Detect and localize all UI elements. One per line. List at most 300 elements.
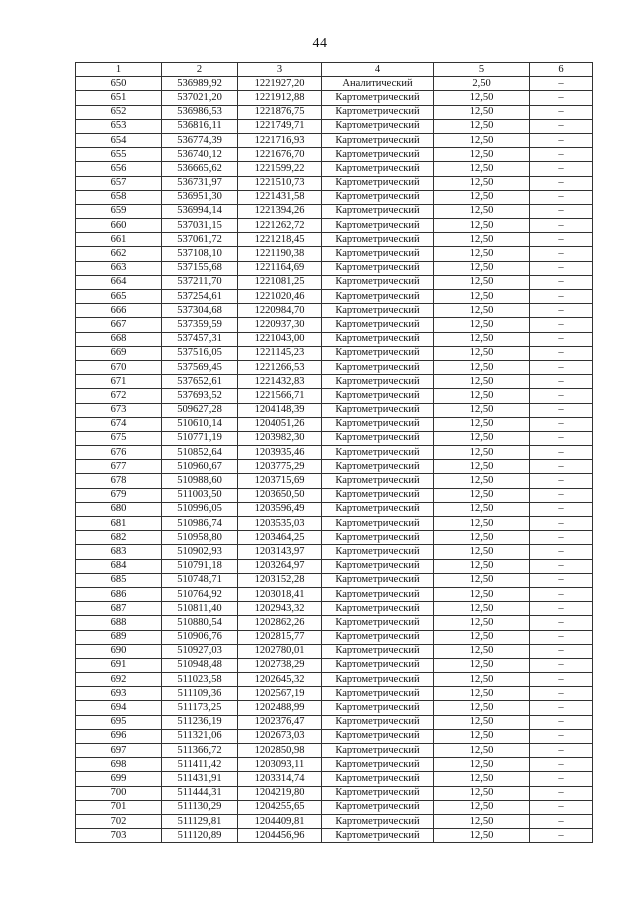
- table-row: [76, 502, 593, 516]
- point-number-cell: 703: [76, 829, 162, 843]
- x-coordinate-cell: 537652,61: [162, 375, 238, 389]
- y-coordinate-cell: 1221566,71: [238, 389, 322, 403]
- note-cell: –: [530, 545, 593, 559]
- x-coordinate-cell: 537031,15: [162, 219, 238, 233]
- note-cell: –: [530, 91, 593, 105]
- y-coordinate-cell: 1202943,32: [238, 602, 322, 616]
- table-row: [76, 616, 593, 630]
- table-row: [76, 204, 593, 218]
- note-cell: –: [530, 729, 593, 743]
- x-coordinate-cell: 510958,80: [162, 531, 238, 545]
- accuracy-cell: 12,50: [434, 233, 530, 247]
- x-coordinate-cell: 537457,31: [162, 332, 238, 346]
- table-row: [76, 517, 593, 531]
- y-coordinate-cell: 1202673,03: [238, 729, 322, 743]
- table-row: [76, 275, 593, 289]
- x-coordinate-cell: 536731,97: [162, 176, 238, 190]
- y-coordinate-cell: 1221716,93: [238, 133, 322, 147]
- note-cell: –: [530, 701, 593, 715]
- point-number-cell: 701: [76, 800, 162, 814]
- x-coordinate-cell: 511236,19: [162, 715, 238, 729]
- method-cell: Картометрический: [322, 729, 434, 743]
- method-cell: Картометрический: [322, 176, 434, 190]
- method-cell: Картометрический: [322, 800, 434, 814]
- note-cell: –: [530, 204, 593, 218]
- method-cell: Картометрический: [322, 673, 434, 687]
- x-coordinate-cell: 511023,58: [162, 673, 238, 687]
- table-row: [76, 247, 593, 261]
- method-cell: Картометрический: [322, 133, 434, 147]
- point-number-cell: 657: [76, 176, 162, 190]
- point-number-cell: 693: [76, 687, 162, 701]
- table-row: [76, 658, 593, 672]
- method-cell: Картометрический: [322, 658, 434, 672]
- note-cell: –: [530, 446, 593, 460]
- table-row: [76, 460, 593, 474]
- accuracy-cell: 12,50: [434, 687, 530, 701]
- accuracy-cell: 12,50: [434, 176, 530, 190]
- method-cell: Картометрический: [322, 502, 434, 516]
- table-row: [76, 304, 593, 318]
- accuracy-cell: 2,50: [434, 77, 530, 91]
- table-row: [76, 531, 593, 545]
- x-coordinate-cell: 511120,89: [162, 829, 238, 843]
- note-cell: –: [530, 673, 593, 687]
- table-row: [76, 431, 593, 445]
- accuracy-cell: 12,50: [434, 673, 530, 687]
- note-cell: –: [530, 275, 593, 289]
- y-coordinate-cell: 1221749,71: [238, 119, 322, 133]
- x-coordinate-cell: 511321,06: [162, 729, 238, 743]
- y-coordinate-cell: 1221912,88: [238, 91, 322, 105]
- table-row: [76, 318, 593, 332]
- point-number-cell: 684: [76, 559, 162, 573]
- point-number-cell: 702: [76, 814, 162, 828]
- method-cell: Картометрический: [322, 318, 434, 332]
- table-row: [76, 105, 593, 119]
- table-row: [76, 77, 593, 91]
- y-coordinate-cell: 1202862,26: [238, 616, 322, 630]
- x-coordinate-cell: 510902,93: [162, 545, 238, 559]
- table-row: [76, 772, 593, 786]
- method-cell: Картометрический: [322, 687, 434, 701]
- note-cell: –: [530, 559, 593, 573]
- header-row: [76, 63, 593, 77]
- x-coordinate-cell: 511444,31: [162, 786, 238, 800]
- y-coordinate-cell: 1203650,50: [238, 488, 322, 502]
- x-coordinate-cell: 511411,42: [162, 758, 238, 772]
- note-cell: –: [530, 332, 593, 346]
- coordinates-table: [75, 62, 593, 843]
- note-cell: –: [530, 758, 593, 772]
- table-row: [76, 758, 593, 772]
- note-cell: –: [530, 502, 593, 516]
- column-header-5: 5: [434, 63, 530, 77]
- method-cell: Картометрический: [322, 91, 434, 105]
- point-number-cell: 685: [76, 573, 162, 587]
- note-cell: –: [530, 658, 593, 672]
- note-cell: –: [530, 829, 593, 843]
- x-coordinate-cell: 537211,70: [162, 275, 238, 289]
- note-cell: –: [530, 247, 593, 261]
- note-cell: –: [530, 77, 593, 91]
- x-coordinate-cell: 537254,61: [162, 290, 238, 304]
- method-cell: Картометрический: [322, 417, 434, 431]
- accuracy-cell: 12,50: [434, 701, 530, 715]
- accuracy-cell: 12,50: [434, 219, 530, 233]
- accuracy-cell: 12,50: [434, 247, 530, 261]
- method-cell: Картометрический: [322, 829, 434, 843]
- point-number-cell: 696: [76, 729, 162, 743]
- point-number-cell: 676: [76, 446, 162, 460]
- point-number-cell: 675: [76, 431, 162, 445]
- note-cell: –: [530, 587, 593, 601]
- table-row: [76, 332, 593, 346]
- x-coordinate-cell: 536994,14: [162, 204, 238, 218]
- accuracy-cell: 12,50: [434, 772, 530, 786]
- y-coordinate-cell: 1221262,72: [238, 219, 322, 233]
- x-coordinate-cell: 536740,12: [162, 148, 238, 162]
- table-row: [76, 587, 593, 601]
- table-row: [76, 346, 593, 360]
- accuracy-cell: 12,50: [434, 332, 530, 346]
- accuracy-cell: 12,50: [434, 573, 530, 587]
- method-cell: Картометрический: [322, 488, 434, 502]
- x-coordinate-cell: 536816,11: [162, 119, 238, 133]
- y-coordinate-cell: 1221876,75: [238, 105, 322, 119]
- x-coordinate-cell: 510764,92: [162, 587, 238, 601]
- method-cell: Картометрический: [322, 517, 434, 531]
- method-cell: Картометрический: [322, 644, 434, 658]
- point-number-cell: 689: [76, 630, 162, 644]
- x-coordinate-cell: 509627,28: [162, 403, 238, 417]
- table-row: [76, 673, 593, 687]
- point-number-cell: 661: [76, 233, 162, 247]
- x-coordinate-cell: 537359,59: [162, 318, 238, 332]
- table-row: [76, 488, 593, 502]
- note-cell: –: [530, 105, 593, 119]
- method-cell: Картометрический: [322, 460, 434, 474]
- accuracy-cell: 12,50: [434, 786, 530, 800]
- method-cell: Картометрический: [322, 105, 434, 119]
- point-number-cell: 699: [76, 772, 162, 786]
- accuracy-cell: 12,50: [434, 431, 530, 445]
- method-cell: Картометрический: [322, 204, 434, 218]
- method-cell: Картометрический: [322, 559, 434, 573]
- y-coordinate-cell: 1221164,69: [238, 261, 322, 275]
- table-row: [76, 602, 593, 616]
- method-cell: Картометрический: [322, 360, 434, 374]
- method-cell: Картометрический: [322, 275, 434, 289]
- note-cell: –: [530, 616, 593, 630]
- note-cell: –: [530, 744, 593, 758]
- accuracy-cell: 12,50: [434, 559, 530, 573]
- point-number-cell: 658: [76, 190, 162, 204]
- accuracy-cell: 12,50: [434, 119, 530, 133]
- y-coordinate-cell: 1221927,20: [238, 77, 322, 91]
- y-coordinate-cell: 1221431,58: [238, 190, 322, 204]
- y-coordinate-cell: 1203018,41: [238, 587, 322, 601]
- note-cell: –: [530, 346, 593, 360]
- point-number-cell: 659: [76, 204, 162, 218]
- x-coordinate-cell: 537021,20: [162, 91, 238, 105]
- y-coordinate-cell: 1202780,01: [238, 644, 322, 658]
- note-cell: –: [530, 375, 593, 389]
- table-row: [76, 133, 593, 147]
- point-number-cell: 654: [76, 133, 162, 147]
- accuracy-cell: 12,50: [434, 545, 530, 559]
- x-coordinate-cell: 511431,91: [162, 772, 238, 786]
- accuracy-cell: 12,50: [434, 587, 530, 601]
- method-cell: Картометрический: [322, 630, 434, 644]
- note-cell: –: [530, 119, 593, 133]
- note-cell: –: [530, 517, 593, 531]
- accuracy-cell: 12,50: [434, 190, 530, 204]
- table-row: [76, 630, 593, 644]
- column-header-6: 6: [530, 63, 593, 77]
- point-number-cell: 697: [76, 744, 162, 758]
- point-number-cell: 656: [76, 162, 162, 176]
- table-row: [76, 261, 593, 275]
- y-coordinate-cell: 1221190,38: [238, 247, 322, 261]
- method-cell: Картометрический: [322, 375, 434, 389]
- note-cell: –: [530, 630, 593, 644]
- note-cell: –: [530, 431, 593, 445]
- y-coordinate-cell: 1203093,11: [238, 758, 322, 772]
- point-number-cell: 698: [76, 758, 162, 772]
- accuracy-cell: 12,50: [434, 531, 530, 545]
- x-coordinate-cell: 511173,25: [162, 701, 238, 715]
- accuracy-cell: 12,50: [434, 758, 530, 772]
- x-coordinate-cell: 511129,81: [162, 814, 238, 828]
- x-coordinate-cell: 510880,54: [162, 616, 238, 630]
- method-cell: Картометрический: [322, 290, 434, 304]
- y-coordinate-cell: 1221266,53: [238, 360, 322, 374]
- x-coordinate-cell: 537155,68: [162, 261, 238, 275]
- note-cell: –: [530, 318, 593, 332]
- x-coordinate-cell: 511130,29: [162, 800, 238, 814]
- y-coordinate-cell: 1203143,97: [238, 545, 322, 559]
- y-coordinate-cell: 1202850,98: [238, 744, 322, 758]
- y-coordinate-cell: 1202567,19: [238, 687, 322, 701]
- table-row: [76, 829, 593, 843]
- x-coordinate-cell: 510852,64: [162, 446, 238, 460]
- accuracy-cell: 12,50: [434, 829, 530, 843]
- y-coordinate-cell: 1220937,30: [238, 318, 322, 332]
- y-coordinate-cell: 1203982,30: [238, 431, 322, 445]
- point-number-cell: 667: [76, 318, 162, 332]
- method-cell: Картометрический: [322, 219, 434, 233]
- point-number-cell: 671: [76, 375, 162, 389]
- note-cell: –: [530, 644, 593, 658]
- table-row: [76, 687, 593, 701]
- x-coordinate-cell: 510791,18: [162, 559, 238, 573]
- table-row: [76, 375, 593, 389]
- accuracy-cell: 12,50: [434, 517, 530, 531]
- method-cell: Картометрический: [322, 332, 434, 346]
- accuracy-cell: 12,50: [434, 162, 530, 176]
- point-number-cell: 663: [76, 261, 162, 275]
- point-number-cell: 700: [76, 786, 162, 800]
- y-coordinate-cell: 1221145,23: [238, 346, 322, 360]
- y-coordinate-cell: 1221020,46: [238, 290, 322, 304]
- y-coordinate-cell: 1203152,28: [238, 573, 322, 587]
- y-coordinate-cell: 1203264,97: [238, 559, 322, 573]
- table-row: [76, 91, 593, 105]
- y-coordinate-cell: 1203775,29: [238, 460, 322, 474]
- y-coordinate-cell: 1221081,25: [238, 275, 322, 289]
- x-coordinate-cell: 510986,74: [162, 517, 238, 531]
- x-coordinate-cell: 537569,45: [162, 360, 238, 374]
- point-number-cell: 677: [76, 460, 162, 474]
- table-row: [76, 176, 593, 190]
- method-cell: Картометрический: [322, 431, 434, 445]
- method-cell: Картометрический: [322, 772, 434, 786]
- table-row: [76, 814, 593, 828]
- accuracy-cell: 12,50: [434, 105, 530, 119]
- method-cell: Картометрический: [322, 814, 434, 828]
- point-number-cell: 690: [76, 644, 162, 658]
- x-coordinate-cell: 536989,92: [162, 77, 238, 91]
- table-row: [76, 474, 593, 488]
- x-coordinate-cell: 510960,67: [162, 460, 238, 474]
- accuracy-cell: 12,50: [434, 744, 530, 758]
- x-coordinate-cell: 536951,30: [162, 190, 238, 204]
- method-cell: Картометрический: [322, 446, 434, 460]
- note-cell: –: [530, 261, 593, 275]
- x-coordinate-cell: 510906,76: [162, 630, 238, 644]
- accuracy-cell: 12,50: [434, 389, 530, 403]
- point-number-cell: 679: [76, 488, 162, 502]
- y-coordinate-cell: 1203535,03: [238, 517, 322, 531]
- method-cell: Картометрический: [322, 573, 434, 587]
- accuracy-cell: 12,50: [434, 715, 530, 729]
- note-cell: –: [530, 531, 593, 545]
- x-coordinate-cell: 511003,50: [162, 488, 238, 502]
- method-cell: Картометрический: [322, 162, 434, 176]
- method-cell: Картометрический: [322, 389, 434, 403]
- y-coordinate-cell: 1203314,74: [238, 772, 322, 786]
- point-number-cell: 695: [76, 715, 162, 729]
- point-number-cell: 686: [76, 587, 162, 601]
- table-row: [76, 644, 593, 658]
- method-cell: Картометрический: [322, 247, 434, 261]
- note-cell: –: [530, 290, 593, 304]
- point-number-cell: 650: [76, 77, 162, 91]
- table-row: [76, 744, 593, 758]
- accuracy-cell: 12,50: [434, 304, 530, 318]
- note-cell: –: [530, 162, 593, 176]
- note-cell: –: [530, 786, 593, 800]
- table-row: [76, 715, 593, 729]
- point-number-cell: 678: [76, 474, 162, 488]
- point-number-cell: 653: [76, 119, 162, 133]
- accuracy-cell: 12,50: [434, 446, 530, 460]
- y-coordinate-cell: 1203935,46: [238, 446, 322, 460]
- note-cell: –: [530, 488, 593, 502]
- point-number-cell: 694: [76, 701, 162, 715]
- y-coordinate-cell: 1202738,29: [238, 658, 322, 672]
- accuracy-cell: 12,50: [434, 474, 530, 488]
- method-cell: Картометрический: [322, 587, 434, 601]
- point-number-cell: 668: [76, 332, 162, 346]
- method-cell: Картометрический: [322, 715, 434, 729]
- accuracy-cell: 12,50: [434, 460, 530, 474]
- note-cell: –: [530, 219, 593, 233]
- column-header-2: 2: [162, 63, 238, 77]
- method-cell: Картометрический: [322, 119, 434, 133]
- method-cell: Картометрический: [322, 261, 434, 275]
- accuracy-cell: 12,50: [434, 360, 530, 374]
- y-coordinate-cell: 1220984,70: [238, 304, 322, 318]
- accuracy-cell: 12,50: [434, 204, 530, 218]
- y-coordinate-cell: 1203715,69: [238, 474, 322, 488]
- table-header: [76, 63, 593, 77]
- accuracy-cell: 12,50: [434, 814, 530, 828]
- y-coordinate-cell: 1204051,26: [238, 417, 322, 431]
- method-cell: Картометрический: [322, 616, 434, 630]
- point-number-cell: 655: [76, 148, 162, 162]
- accuracy-cell: 12,50: [434, 275, 530, 289]
- note-cell: –: [530, 304, 593, 318]
- page-number: 44: [312, 36, 328, 51]
- accuracy-cell: 12,50: [434, 290, 530, 304]
- table-row: [76, 403, 593, 417]
- note-cell: –: [530, 474, 593, 488]
- accuracy-cell: 12,50: [434, 148, 530, 162]
- y-coordinate-cell: 1221394,26: [238, 204, 322, 218]
- x-coordinate-cell: 510610,14: [162, 417, 238, 431]
- accuracy-cell: 12,50: [434, 91, 530, 105]
- column-header-4: 4: [322, 63, 434, 77]
- accuracy-cell: 12,50: [434, 261, 530, 275]
- y-coordinate-cell: 1221676,70: [238, 148, 322, 162]
- note-cell: –: [530, 417, 593, 431]
- x-coordinate-cell: 537516,05: [162, 346, 238, 360]
- y-coordinate-cell: 1221432,83: [238, 375, 322, 389]
- method-cell: Аналитический: [322, 77, 434, 91]
- accuracy-cell: 12,50: [434, 616, 530, 630]
- point-number-cell: 692: [76, 673, 162, 687]
- point-number-cell: 691: [76, 658, 162, 672]
- y-coordinate-cell: 1203464,25: [238, 531, 322, 545]
- note-cell: –: [530, 687, 593, 701]
- y-coordinate-cell: 1221218,45: [238, 233, 322, 247]
- method-cell: Картометрический: [322, 148, 434, 162]
- y-coordinate-cell: 1202645,32: [238, 673, 322, 687]
- table-row: [76, 162, 593, 176]
- x-coordinate-cell: 510748,71: [162, 573, 238, 587]
- point-number-cell: 683: [76, 545, 162, 559]
- point-number-cell: 664: [76, 275, 162, 289]
- accuracy-cell: 12,50: [434, 488, 530, 502]
- accuracy-cell: 12,50: [434, 729, 530, 743]
- accuracy-cell: 12,50: [434, 630, 530, 644]
- note-cell: –: [530, 602, 593, 616]
- accuracy-cell: 12,50: [434, 403, 530, 417]
- table-row: [76, 190, 593, 204]
- accuracy-cell: 12,50: [434, 502, 530, 516]
- note-cell: –: [530, 389, 593, 403]
- y-coordinate-cell: 1202815,77: [238, 630, 322, 644]
- table-row: [76, 290, 593, 304]
- y-coordinate-cell: 1204148,39: [238, 403, 322, 417]
- note-cell: –: [530, 573, 593, 587]
- accuracy-cell: 12,50: [434, 346, 530, 360]
- accuracy-cell: 12,50: [434, 644, 530, 658]
- table-body: [76, 77, 593, 843]
- table-row: [76, 729, 593, 743]
